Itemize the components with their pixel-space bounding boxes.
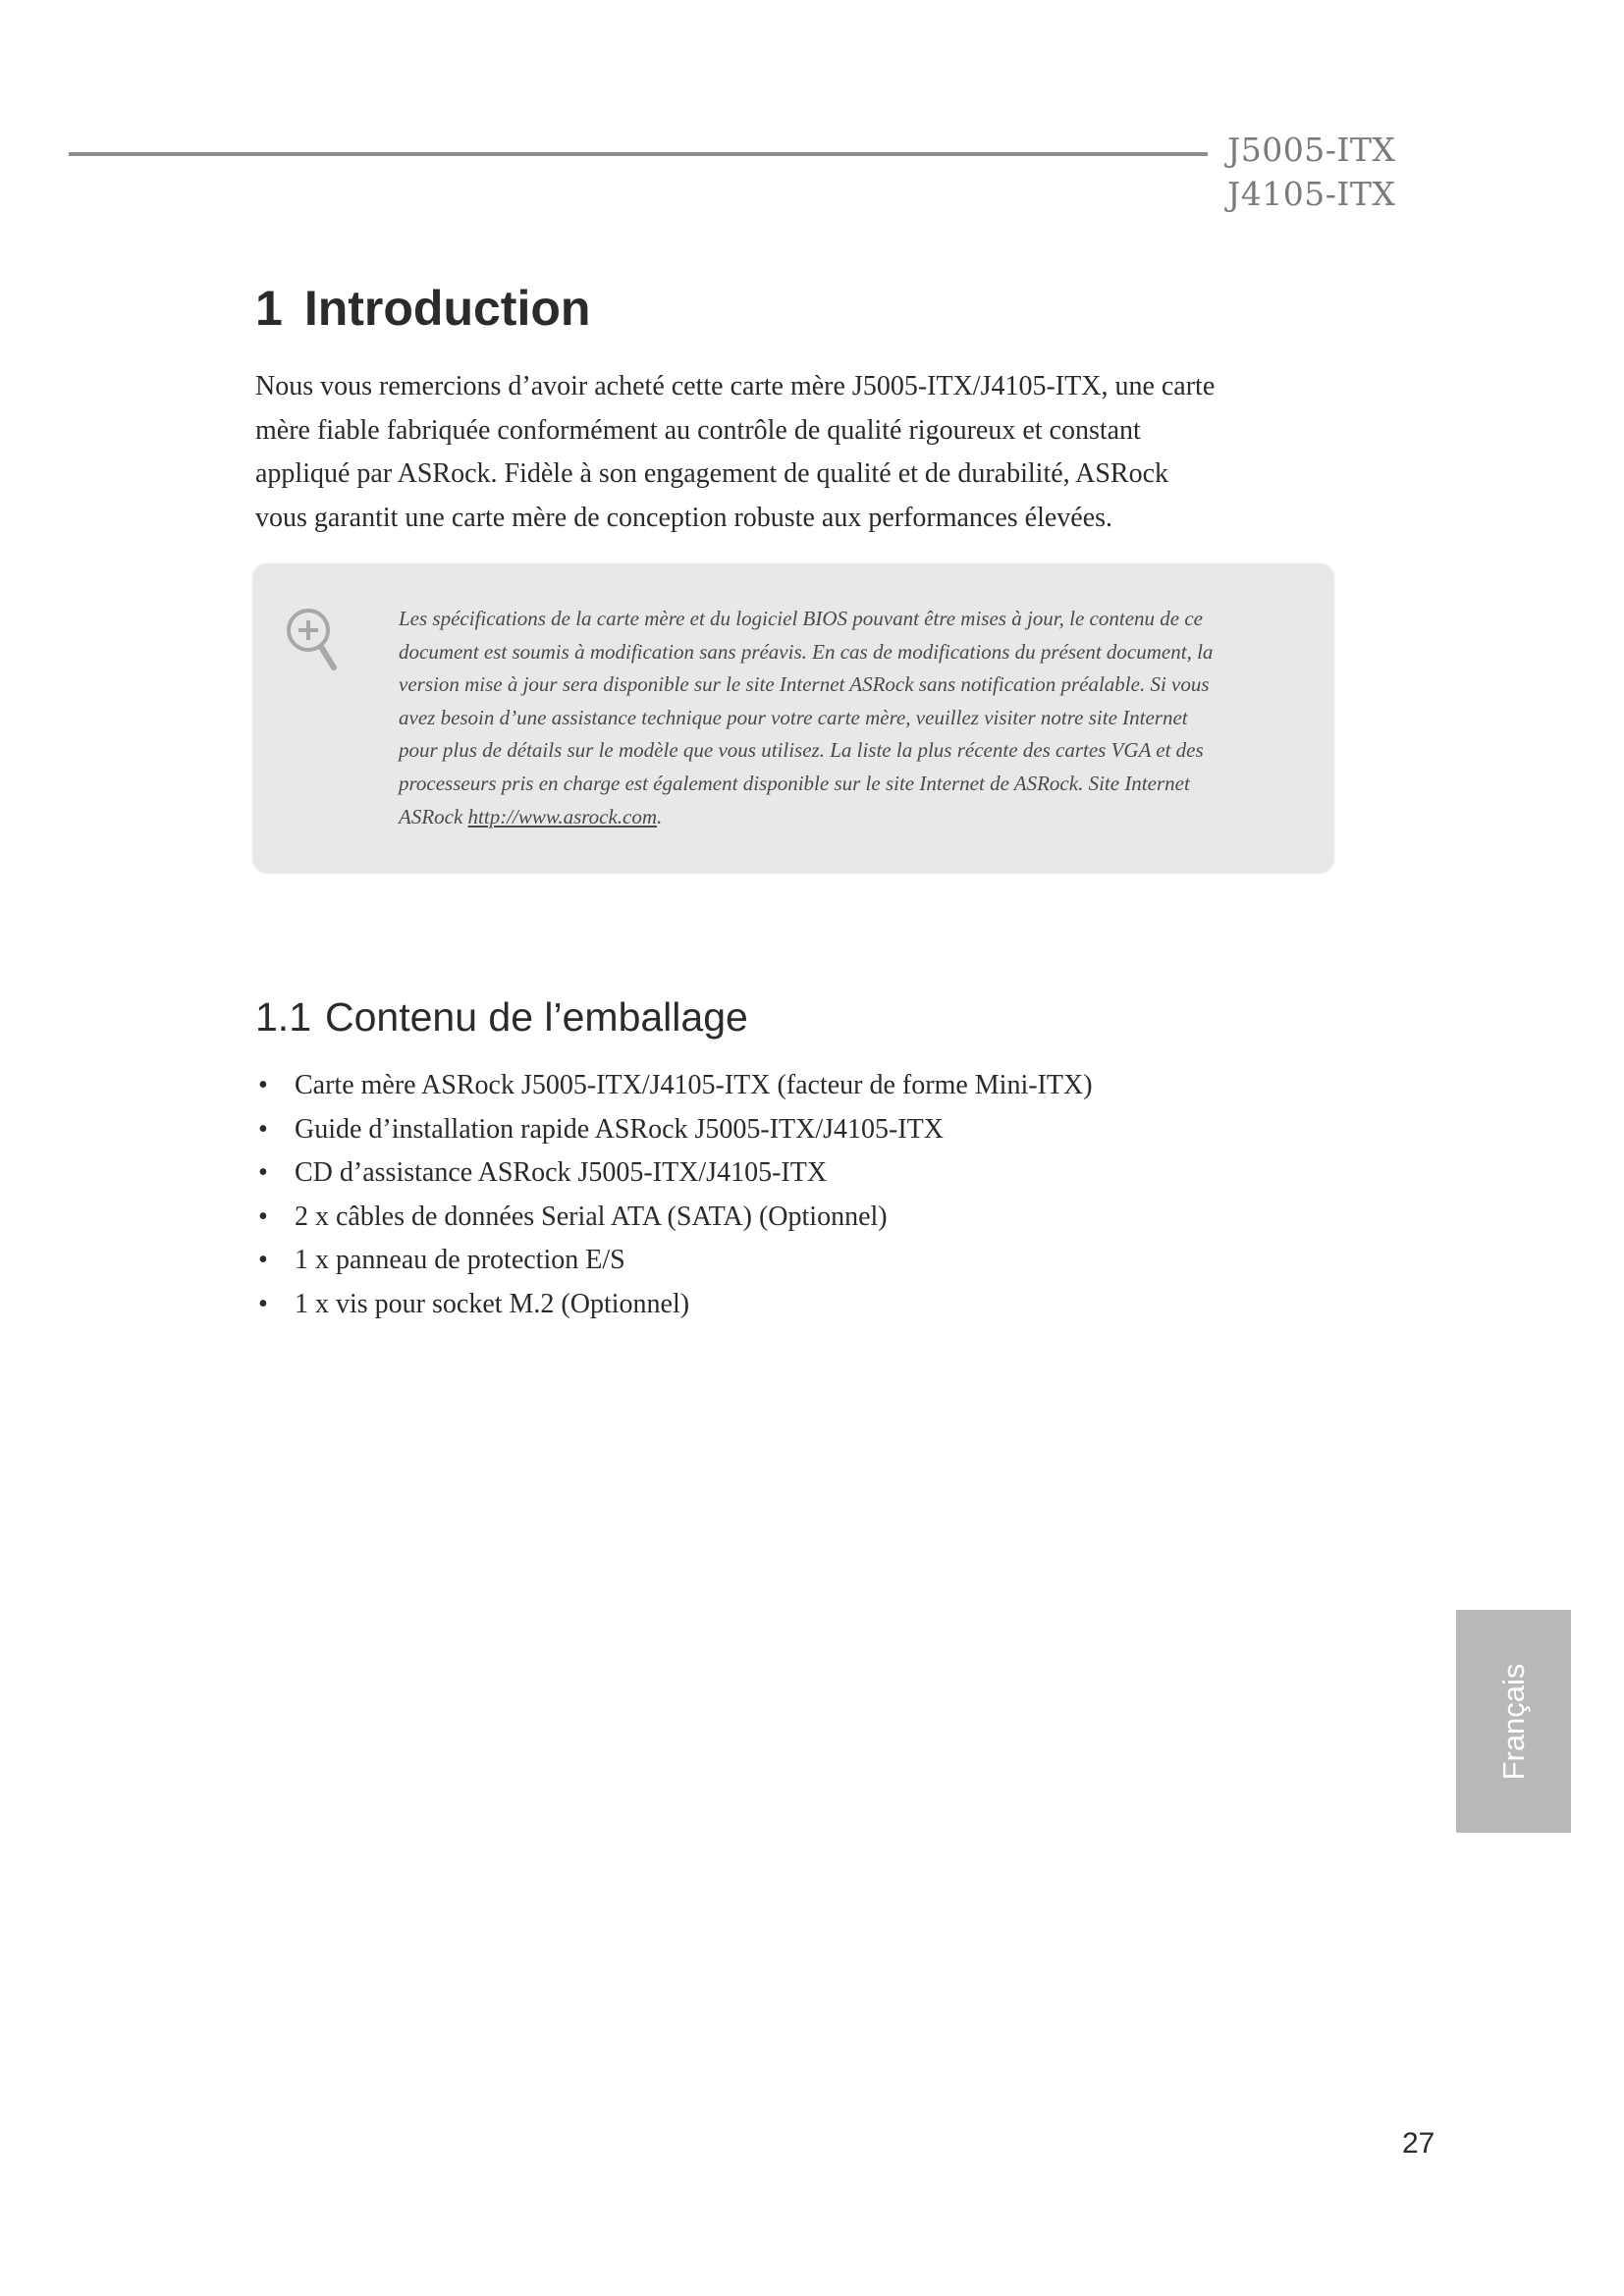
intro-paragraph [255,365,1355,540]
note-line: processeurs pris en charge est également disponible sur le site Internet de ASRock. Site Internet [399,771,1190,795]
intro-line: mère fiable fabriquée conformément au contrôle de qualité rigoureux et constant [255,414,1141,446]
note-line-end: . [657,804,663,828]
bullet: • [258,1288,268,1319]
note-line: avez besoin d’une assistance technique pour votre carte mère, veuillez visiter notre site Internet [399,705,1188,729]
note-line: Les spécifications de la carte mère et du logiciel BIOS pouvant être mises à jour, le contenu de ce [399,607,1203,630]
intro-line: vous garantit une carte mère de conception robuste aux performances élevées. [255,502,1113,533]
bullet: • [258,1157,268,1188]
list-item-text: CD d’assistance ASRock J5005-ITX/J4105-ITX [295,1157,828,1188]
bullet: • [258,1113,268,1145]
list-item [255,1239,1093,1283]
bullet: • [258,1070,268,1100]
note-line: pour plus de détails sur le modèle que vous utilisez. La liste la plus récente des cartes VGA et des [399,738,1204,763]
note-line: document est soumis à modification sans préavis. En cas de modifications du présent document, la [399,639,1214,664]
subsection-heading [255,994,748,1041]
magnifier-plus-icon [283,605,342,673]
language-tab-label: Français [1495,1663,1531,1780]
package-contents-list [255,1064,1093,1326]
list-item-text: Carte mère ASRock J5005-ITX/J4105-ITX (facteur de forme Mini-ITX) [295,1070,1093,1100]
list-item [255,1151,1093,1196]
subsection-title: Contenu de l’emballage [325,994,748,1040]
list-item-text: 1 x panneau de protection E/S [295,1245,625,1275]
note-line: ASRock [399,804,468,828]
model-name-1: J5005-ITX [1227,131,1396,169]
section-heading [255,280,590,337]
asrock-website-link[interactable]: http://www.asrock.com [467,804,658,828]
model-name-2: J4105-ITX [1227,175,1396,213]
note-text [399,603,1304,833]
note-box [253,563,1333,872]
list-item [255,1108,1093,1152]
note-line: version mise à jour sera disponible sur le site Internet ASRock sans notification préalable. Si vous [399,672,1210,697]
section-title: Introduction [303,281,591,336]
header-rule [69,152,1208,156]
list-item [255,1064,1093,1108]
bullet: • [258,1245,268,1275]
list-item-text: Guide d’installation rapide ASRock J5005-ITX/J4105-ITX [295,1113,945,1145]
intro-line: appliqué par ASRock. Fidèle à son engagement de qualité et de durabilité, ASRock [255,458,1169,489]
list-item [255,1283,1093,1327]
subsection-number: 1.1 [255,994,311,1040]
section-number: 1 [255,281,283,336]
page-number: 27 [1402,2127,1435,2160]
bullet: • [258,1201,268,1232]
intro-line: Nous vous remercions d’avoir acheté cette carte mère J5005-ITX/J4105-ITX, une carte [255,371,1216,401]
list-item-text: 2 x câbles de données Serial ATA (SATA) (Optionnel) [295,1201,888,1232]
list-item-text: 1 x vis pour socket M.2 (Optionnel) [295,1288,690,1319]
language-tab [1456,1610,1571,1833]
list-item [255,1196,1093,1240]
